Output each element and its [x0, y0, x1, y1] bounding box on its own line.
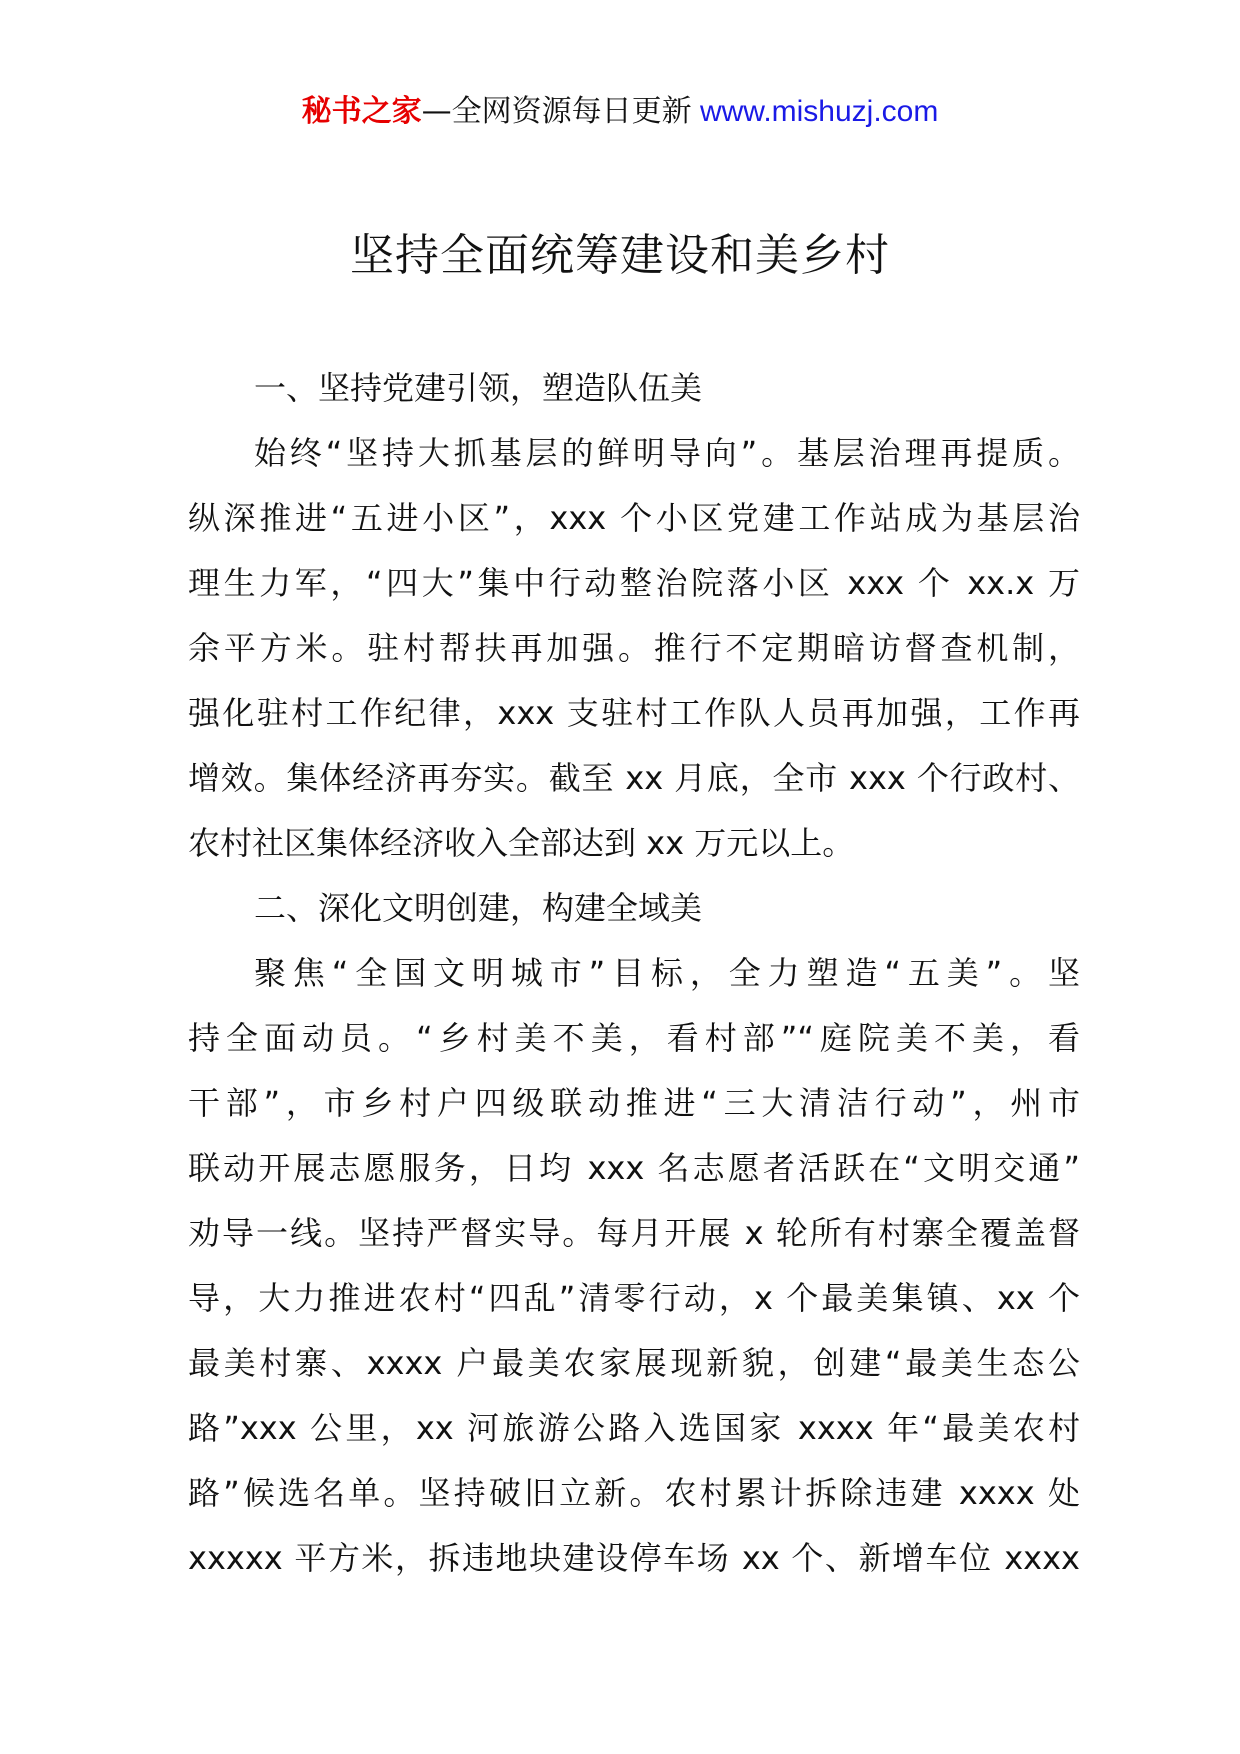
header-slogan: —全网资源每日更新 — [421, 94, 692, 129]
text-line: 农村社区集体经济收入全部达到 xx 万元以上。 — [188, 824, 855, 862]
text-line: 理生力军，“四大”集中行动整治院落小区 xxx 个 xx.x 万 — [188, 564, 1080, 602]
text-line: 一、坚持党建引领，塑造队伍美 — [254, 369, 703, 407]
text-line: 余平方米。驻村帮扶再加强。推行不定期暗访督查机制， — [188, 629, 1080, 667]
text-line: 联动开展志愿服务，日均 xxx 名志愿者活跃在“文明交通” — [188, 1149, 1080, 1187]
text-line: 干部”，市乡村户四级联动推进“三大清洁行动”，州市 — [188, 1084, 1080, 1122]
text-line: 聚焦“全国文明城市”目标，全力塑造“五美”。坚 — [254, 954, 1080, 992]
brand-name: 秘书之家 — [301, 94, 422, 129]
text-line: 最美村寨、xxxx 户最美农家展现新貌，创建“最美生态公 — [188, 1344, 1080, 1382]
document-body — [188, 356, 1080, 1591]
text-line: 路”xxx 公里，xx 河旅游公路入选国家 xxxx 年“最美农村 — [188, 1409, 1080, 1447]
site-header — [0, 92, 1240, 132]
text-line: 持全面动员。“乡村美不美，看村部”“庭院美不美，看 — [188, 1019, 1080, 1057]
text-line: 纵深推进“五进小区”，xxx 个小区党建工作站成为基层治 — [188, 499, 1080, 537]
text-line: 强化驻村工作纪律，xxx 支驻村工作队人员再加强，工作再 — [188, 694, 1080, 732]
text-line: 二、深化文明创建，构建全域美 — [254, 889, 703, 927]
text-line: 导，大力推进农村“四乱”清零行动，x 个最美集镇、xx 个 — [188, 1279, 1080, 1317]
text-line: 始终“坚持大抓基层的鲜明导向”。基层治理再提质。 — [254, 434, 1080, 472]
text-line: 增效。集体经济再夯实。截至 xx 月底，全市 xxx 个行政村、 — [188, 759, 1080, 797]
site-url[interactable]: www.mishuzj.com — [691, 95, 939, 128]
text-line: 劝导一线。坚持严督实导。每月开展 x 轮所有村寨全覆盖督 — [188, 1214, 1080, 1252]
text-line: xxxxx 平方米，拆违地块建设停车场 xx 个、新增车位 xxxx — [188, 1539, 1080, 1577]
text-line: 路”候选名单。坚持破旧立新。农村累计拆除违建 xxxx 处 — [188, 1474, 1080, 1512]
document-title: 坚持全面统筹建设和美乡村 — [350, 230, 890, 281]
